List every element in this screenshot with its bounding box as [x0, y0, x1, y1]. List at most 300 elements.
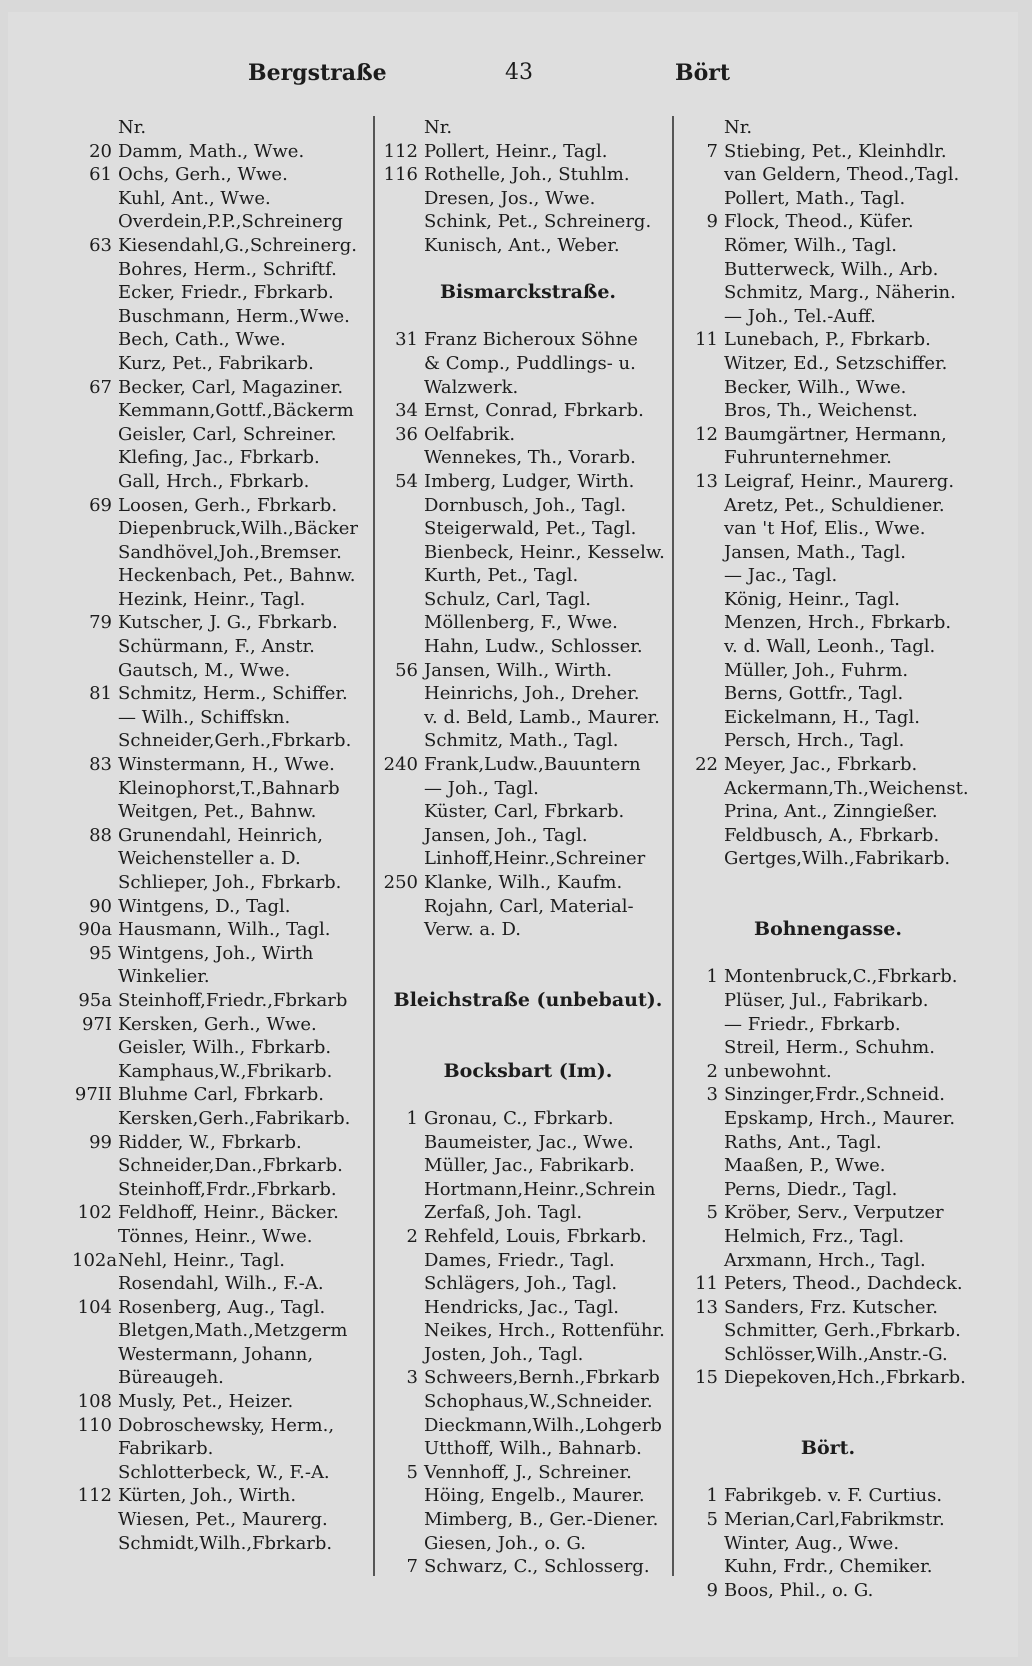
directory-entry	[678, 989, 978, 1013]
directory-entry	[678, 1013, 978, 1037]
column-divider	[373, 116, 375, 1576]
directory-entry	[378, 1532, 678, 1556]
resident-text: Flock, Theod., Küfer.	[724, 211, 914, 233]
spacer	[378, 1083, 678, 1107]
resident-text: Hausmann, Wilh., Tagl.	[118, 919, 331, 941]
page-header	[8, 60, 1018, 100]
house-number: 69	[89, 494, 112, 516]
directory-entry	[378, 1131, 678, 1155]
directory-entry	[72, 1154, 372, 1178]
resident-text: Schmitz, Marg., Näherin.	[724, 282, 956, 304]
directory-entry	[678, 1484, 978, 1508]
resident-text: Baumeister, Jac., Wwe.	[424, 1131, 634, 1153]
resident-text: Westermann, Johann,	[118, 1343, 314, 1365]
resident-text: Streil, Herm., Schuhm.	[724, 1037, 935, 1059]
house-number: 1	[706, 966, 718, 988]
house-number: 67	[89, 376, 112, 398]
resident-text: Baumgärtner, Hermann,	[724, 423, 947, 445]
directory-entry	[72, 1414, 372, 1438]
directory-entry	[378, 1484, 678, 1508]
resident-text: Butterweck, Wilh., Arb.	[724, 258, 939, 280]
directory-entry	[678, 281, 978, 305]
directory-entry	[72, 1225, 372, 1249]
street-heading: Bleichstraße (unbebaut).	[393, 988, 663, 1011]
resident-text: Diepenbruck,Wilh.,Bäcker	[118, 518, 358, 540]
directory-entry	[678, 729, 978, 753]
resident-text: Steigerwald, Pet., Tagl.	[424, 518, 637, 540]
house-number: 110	[77, 1414, 112, 1436]
resident-text: Jansen, Joh., Tagl.	[424, 824, 588, 846]
column-2	[378, 116, 678, 1579]
house-number: 95	[89, 942, 112, 964]
resident-text: Rojahn, Carl, Material-	[424, 895, 634, 917]
directory-entry	[378, 210, 678, 234]
directory-entry	[72, 635, 372, 659]
resident-text: Mimberg, B., Ger.-Diener.	[424, 1509, 659, 1531]
resident-text: Winstermann, H., Wwe.	[118, 754, 335, 776]
directory-entry	[678, 1107, 978, 1131]
street-heading: Bismarckstraße.	[439, 281, 617, 304]
directory-entry	[678, 635, 978, 659]
resident-text: Feldhoff, Heinr., Bäcker.	[118, 1202, 339, 1224]
resident-text: Fuhrunternehmer.	[724, 447, 892, 469]
resident-text: Gall, Hrch., Fbrkarb.	[118, 470, 310, 492]
resident-text: Becker, Carl, Magaziner.	[118, 376, 344, 398]
resident-text: Klanke, Wilh., Kaufm.	[424, 872, 623, 893]
house-number: 34	[395, 400, 418, 422]
directory-entry	[378, 140, 678, 164]
directory-entry	[72, 659, 372, 683]
directory-entry	[378, 234, 678, 258]
directory-entry	[678, 588, 978, 612]
resident-text: Winter, Aug., Wwe.	[724, 1532, 900, 1554]
house-number: 61	[89, 164, 112, 186]
directory-entry	[378, 517, 678, 541]
resident-text: Ridder, W., Fbrkarb.	[118, 1131, 302, 1153]
house-number: 9	[706, 211, 718, 233]
street-heading: Bocksbart (Im).	[443, 1059, 613, 1082]
directory-entry	[378, 706, 678, 730]
spacer	[678, 1414, 978, 1438]
spacer	[678, 1390, 978, 1414]
directory-entry	[72, 187, 372, 211]
resident-text: Schophaus,W.,Schneider.	[424, 1391, 653, 1413]
directory-entry	[72, 1484, 372, 1508]
house-number: 7	[706, 140, 718, 162]
resident-text: Giesen, Joh., o. G.	[424, 1532, 586, 1554]
resident-text: Kleinophorst,T.,Bahnarb	[118, 777, 340, 799]
directory-entry	[378, 564, 678, 588]
resident-text: Rothelle, Joh., Stuhlm.	[424, 164, 630, 186]
directory-entry	[378, 376, 678, 400]
directory-entry	[678, 446, 978, 470]
directory-entry	[378, 352, 678, 376]
directory-entry	[678, 187, 978, 211]
resident-text: Kuhl, Ant., Wwe.	[118, 187, 271, 209]
resident-text: Linhoff,Heinr.,Schreiner	[424, 848, 646, 870]
house-number: 36	[395, 423, 418, 445]
directory-entry	[72, 1060, 372, 1084]
directory-entry	[378, 541, 678, 565]
directory-entry	[678, 1343, 978, 1367]
resident-text: Dresen, Jos., Wwe.	[424, 187, 596, 209]
directory-entry	[72, 871, 372, 895]
resident-text: Bros, Th., Weichenst.	[724, 400, 918, 422]
directory-entry	[378, 116, 678, 140]
directory-entry	[72, 1296, 372, 1320]
house-number: 112	[77, 1485, 112, 1507]
resident-text: van 't Hof, Elis., Wwe.	[724, 518, 926, 540]
directory-entry	[678, 777, 978, 801]
resident-text: Möllenberg, F., Wwe.	[424, 612, 618, 634]
resident-text: Nehl, Heinr., Tagl.	[118, 1249, 286, 1271]
resident-text: Wintgens, Joh., Wirth	[118, 942, 314, 964]
resident-text: Merian,Carl,Fabrikmstr.	[724, 1509, 945, 1531]
resident-text: Sinzinger,Frdr.,Schneid.	[724, 1084, 945, 1106]
column-1	[72, 116, 372, 1555]
house-number: 12	[695, 423, 718, 445]
house-number: 63	[89, 234, 112, 256]
resident-text: Stiebing, Pet., Kleinhdlr.	[724, 140, 947, 162]
directory-entry	[378, 1225, 678, 1249]
resident-text: Franz Bicheroux Söhne	[424, 329, 638, 351]
directory-entry	[378, 659, 678, 683]
header-right-street: Bört	[675, 60, 731, 86]
resident-text: Steinhoff,Friedr.,Fbrkarb	[118, 989, 348, 1011]
directory-entry	[378, 729, 678, 753]
house-number: 240	[383, 754, 418, 776]
resident-text: Berns, Gottfr., Tagl.	[724, 683, 904, 705]
house-number: 81	[89, 683, 112, 705]
directory-entry	[678, 847, 978, 871]
directory-entry	[72, 1272, 372, 1296]
resident-text: Witzer, Ed., Setzschiffer.	[724, 352, 948, 374]
resident-text: Jansen, Math., Tagl.	[724, 541, 906, 563]
resident-text: Rosendahl, Wilh., F.-A.	[118, 1273, 324, 1295]
house-number: 5	[706, 1202, 718, 1224]
directory-entry	[678, 659, 978, 683]
house-number: 112	[383, 140, 418, 162]
directory-entry	[72, 753, 372, 777]
house-number: 11	[695, 329, 718, 351]
resident-text: Kunisch, Ant., Weber.	[424, 234, 620, 256]
directory-entry	[72, 305, 372, 329]
resident-text: Ochs, Gerh., Wwe.	[118, 164, 288, 186]
house-number: 7	[406, 1556, 418, 1578]
resident-text: Höing, Engelb., Maurer.	[424, 1485, 645, 1507]
resident-text: Persch, Hrch., Tagl.	[724, 730, 905, 752]
directory-entry	[678, 824, 978, 848]
resident-text: Schlägers, Joh., Tagl.	[424, 1273, 618, 1295]
resident-text: Dobroschewsky, Herm.,	[118, 1414, 335, 1436]
directory-entry	[678, 1555, 978, 1579]
directory-entry	[72, 1319, 372, 1343]
resident-text: v. d. Wall, Leonh., Tagl.	[724, 636, 936, 658]
house-number: 104	[77, 1296, 112, 1318]
directory-entry	[378, 1154, 678, 1178]
directory-entry	[72, 423, 372, 447]
house-number: 3	[706, 1084, 718, 1106]
resident-text: Fabrikgeb. v. F. Curtius.	[724, 1485, 943, 1507]
resident-text: Maaßen, P., Wwe.	[724, 1155, 886, 1177]
resident-text: Schmitz, Math., Tagl.	[424, 730, 619, 752]
resident-text: Frank,Ludw.,Bauuntern	[424, 754, 641, 776]
resident-text: Schlieper, Joh., Fbrkarb.	[118, 872, 342, 893]
resident-text: Schulz, Carl, Tagl.	[424, 588, 591, 610]
directory-entry	[72, 777, 372, 801]
resident-text: Steinhoff,Frdr.,Fbrkarb.	[118, 1178, 337, 1200]
spacer	[378, 1013, 678, 1037]
resident-text: Sandhövel,Joh.,Bremser.	[118, 541, 342, 563]
resident-text: Geisler, Carl, Schreiner.	[118, 423, 337, 445]
resident-text: Pollert, Math., Tagl.	[724, 187, 906, 209]
house-number: 102a	[72, 1249, 118, 1271]
directory-entry	[678, 611, 978, 635]
directory-entry	[378, 824, 678, 848]
directory-entry	[72, 328, 372, 352]
directory-entry	[72, 258, 372, 282]
resident-text: Schwarz, C., Schlosserg.	[424, 1556, 650, 1578]
directory-entry	[72, 729, 372, 753]
directory-entry	[378, 1319, 678, 1343]
resident-text: Meyer, Jac., Fbrkarb.	[724, 754, 918, 776]
directory-entry	[678, 1201, 978, 1225]
directory-entry	[72, 682, 372, 706]
resident-text: König, Heinr., Tagl.	[724, 588, 900, 610]
resident-text: Kurz, Pet., Fabrikarb.	[118, 352, 314, 374]
house-number: 1	[706, 1485, 718, 1507]
house-number: 54	[395, 470, 418, 492]
house-number: 250	[383, 872, 418, 893]
resident-text: Rosenberg, Aug., Tagl.	[118, 1296, 326, 1318]
directory-entry	[678, 1272, 978, 1296]
directory-entry	[72, 446, 372, 470]
directory-entry	[72, 1036, 372, 1060]
directory-entry	[678, 1296, 978, 1320]
directory-entry	[72, 470, 372, 494]
resident-text: Schneider,Dan.,Fbrkarb.	[118, 1155, 343, 1177]
house-number: 90	[89, 895, 112, 917]
resident-text: Diepekoven,Hch.,Fbrkarb.	[724, 1367, 966, 1389]
directory-entry	[72, 494, 372, 518]
directory-entry	[72, 800, 372, 824]
resident-text: Gautsch, M., Wwe.	[118, 659, 291, 681]
directory-entry	[378, 187, 678, 211]
directory-entry	[378, 895, 678, 919]
resident-text: Tönnes, Heinr., Wwe.	[118, 1225, 313, 1247]
directory-entry	[678, 116, 978, 140]
directory-entry	[378, 753, 678, 777]
directory-entry	[72, 824, 372, 848]
directory-entry	[72, 1107, 372, 1131]
resident-text: Schweers,Bernh.,Fbrkarb	[424, 1367, 660, 1389]
directory-page	[8, 12, 1018, 1657]
directory-entry	[678, 234, 978, 258]
directory-entry	[378, 847, 678, 871]
street-heading: Bohnengasse.	[754, 918, 902, 941]
directory-entry	[678, 1225, 978, 1249]
house-number: 2	[406, 1225, 418, 1247]
resident-text: unbewohnt.	[724, 1060, 832, 1082]
resident-text: Dames, Friedr., Tagl.	[424, 1249, 615, 1271]
directory-entry	[678, 1508, 978, 1532]
resident-text: Fabrikarb.	[118, 1438, 214, 1460]
resident-text: — Wilh., Schiffskn.	[118, 706, 291, 728]
directory-entry	[378, 1555, 678, 1579]
house-number: 5	[406, 1461, 418, 1483]
directory-entry	[72, 1532, 372, 1556]
house-number: 2	[706, 1060, 718, 1082]
resident-text: Aretz, Pet., Schuldiener.	[724, 494, 945, 516]
resident-text: Wintgens, D., Tagl.	[118, 895, 291, 917]
directory-entry	[72, 1178, 372, 1202]
spacer	[678, 871, 978, 895]
house-number: 5	[706, 1509, 718, 1531]
resident-text: Prina, Ant., Zinngießer.	[724, 801, 938, 823]
directory-entry	[678, 399, 978, 423]
resident-text: Boos, Phil., o. G.	[724, 1579, 874, 1601]
resident-text: Jansen, Wilh., Wirth.	[424, 659, 613, 681]
directory-entry	[678, 965, 978, 989]
directory-entry	[72, 847, 372, 871]
resident-text: Klefing, Jac., Fbrkarb.	[118, 447, 320, 469]
resident-text: Kröber, Serv., Verputzer	[724, 1202, 944, 1224]
directory-entry	[678, 1178, 978, 1202]
directory-entry	[72, 1366, 372, 1390]
directory-entry	[378, 1366, 678, 1390]
house-number: 11	[695, 1273, 718, 1295]
directory-entry	[678, 564, 978, 588]
resident-text: van Geldern, Theod.,Tagl.	[724, 164, 960, 186]
directory-entry	[72, 965, 372, 989]
house-number: 97II	[74, 1084, 112, 1106]
resident-text: — Friedr., Fbrkarb.	[724, 1013, 901, 1035]
directory-entry	[378, 1107, 678, 1131]
resident-text: Schlösser,Wilh.,Anstr.-G.	[724, 1343, 948, 1365]
resident-text: Zerfaß, Joh. Tagl.	[424, 1202, 583, 1224]
directory-entry	[678, 328, 978, 352]
house-number: 99	[89, 1131, 112, 1153]
directory-entry	[72, 210, 372, 234]
directory-entry	[72, 163, 372, 187]
resident-text: Overdein,P.P.,Schreinerg	[118, 211, 343, 233]
directory-entry	[72, 281, 372, 305]
directory-entry	[72, 1508, 372, 1532]
directory-entry	[378, 918, 678, 942]
resident-text: Kurth, Pet., Tagl.	[424, 565, 579, 587]
directory-entry	[378, 635, 678, 659]
resident-text: Kuhn, Frdr., Chemiker.	[724, 1556, 933, 1578]
resident-text: Gertges,Wilh.,Fabrikarb.	[724, 848, 951, 870]
resident-text: Ecker, Friedr., Fbrkarb.	[118, 282, 334, 304]
resident-text: Epskamp, Hrch., Maurer.	[724, 1107, 956, 1129]
resident-text: Bech, Cath., Wwe.	[118, 329, 286, 351]
resident-text: Feldbusch, A., Fbrkarb.	[724, 824, 940, 846]
resident-text: Vennhoff, J., Schreiner.	[424, 1461, 632, 1483]
directory-entry	[72, 376, 372, 400]
directory-entry	[678, 423, 978, 447]
directory-entry	[678, 258, 978, 282]
directory-entry	[678, 1060, 978, 1084]
spacer	[378, 305, 678, 329]
spacer	[678, 1461, 978, 1485]
directory-entry	[678, 352, 978, 376]
house-number: 13	[695, 470, 718, 492]
resident-text: Kersken,Gerh.,Fabrikarb.	[118, 1107, 351, 1129]
directory-entry	[678, 682, 978, 706]
resident-text: Nr.	[424, 117, 453, 138]
resident-text: Bluhme Carl, Fbrkarb.	[118, 1084, 325, 1106]
directory-entry	[678, 706, 978, 730]
directory-entry	[72, 1013, 372, 1037]
resident-text: Verw. a. D.	[424, 919, 522, 941]
resident-text: Kemmann,Gottf.,Bäckerm	[118, 400, 354, 422]
resident-text: Müller, Joh., Fuhrm.	[724, 659, 909, 681]
resident-text: Raths, Ant., Tagl.	[724, 1131, 882, 1153]
resident-text: Hezink, Heinr., Tagl.	[118, 588, 306, 610]
house-number: 116	[383, 164, 418, 186]
directory-entry	[378, 328, 678, 352]
directory-entry	[378, 800, 678, 824]
resident-text: Kürten, Joh., Wirth.	[118, 1485, 297, 1507]
directory-entry	[378, 588, 678, 612]
directory-entry	[378, 1414, 678, 1438]
resident-text: Perns, Diedr., Tagl.	[724, 1178, 898, 1200]
resident-text: Lunebach, P., Fbrkarb.	[724, 329, 931, 351]
resident-text: Helmich, Frz., Tagl.	[724, 1225, 905, 1247]
directory-entry	[72, 918, 372, 942]
directory-entry	[678, 1319, 978, 1343]
directory-entry	[378, 399, 678, 423]
directory-entry	[378, 1437, 678, 1461]
resident-text: Damm, Math., Wwe.	[118, 140, 305, 162]
resident-text: Bienbeck, Heinr., Kesselw.	[424, 541, 665, 563]
house-number: 83	[89, 754, 112, 776]
resident-text: — Joh., Tagl.	[424, 777, 539, 799]
spacer	[378, 1036, 678, 1060]
house-number: 9	[706, 1579, 718, 1601]
directory-entry	[72, 352, 372, 376]
directory-entry	[678, 753, 978, 777]
resident-text: Kamphaus,W.,Fbrikarb.	[118, 1060, 333, 1082]
directory-entry	[72, 140, 372, 164]
house-number: 3	[406, 1367, 418, 1389]
directory-entry	[378, 494, 678, 518]
directory-entry	[72, 611, 372, 635]
resident-text: Schink, Pet., Schreinerg.	[424, 211, 652, 233]
directory-entry	[72, 1131, 372, 1155]
resident-text: Eickelmann, H., Tagl.	[724, 706, 920, 728]
resident-text: Pollert, Heinr., Tagl.	[424, 140, 608, 162]
directory-entry	[72, 989, 372, 1013]
directory-entry	[72, 517, 372, 541]
resident-text: — Joh., Tel.-Auff.	[724, 305, 876, 327]
resident-text: — Jac., Tagl.	[724, 565, 838, 587]
resident-text: & Comp., Puddlings- u.	[424, 352, 636, 374]
directory-entry	[678, 1154, 978, 1178]
house-number: 31	[395, 329, 418, 351]
directory-entry	[72, 588, 372, 612]
resident-text: Hendricks, Jac., Tagl.	[424, 1296, 620, 1318]
directory-entry	[678, 1036, 978, 1060]
directory-entry	[72, 234, 372, 258]
directory-entry	[378, 871, 678, 895]
resident-text: Loosen, Gerh., Fbrkarb.	[118, 494, 338, 516]
directory-entry	[72, 1437, 372, 1461]
resident-text: Heckenbach, Pet., Bahnw.	[118, 565, 356, 587]
house-number: 13	[695, 1296, 718, 1318]
resident-text: Römer, Wilh., Tagl.	[724, 234, 897, 256]
